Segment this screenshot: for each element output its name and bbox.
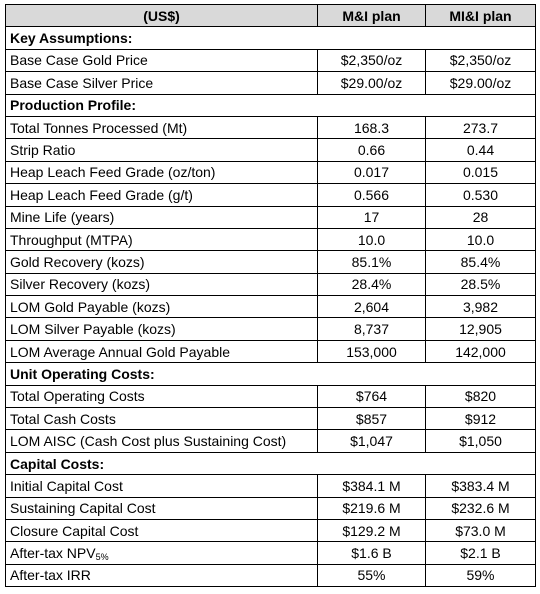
row-label-cell	[6, 497, 318, 519]
row-label: Gold Recovery (kozs)	[10, 253, 145, 270]
mii-plan-value: 28.5%	[426, 273, 536, 295]
mii-plan-value: 85.4%	[426, 251, 536, 273]
mii-plan-value: $820	[426, 385, 536, 407]
row-label: LOM Silver Payable (kozs)	[10, 321, 176, 338]
table-row	[6, 519, 536, 541]
table-row	[6, 206, 536, 228]
row-label-cell	[6, 206, 318, 228]
row-label-cell	[6, 161, 318, 183]
mii-plan-value: $383.4 M	[426, 475, 536, 497]
table-row	[6, 475, 536, 497]
mi-plan-value: $129.2 M	[318, 519, 426, 541]
mi-plan-value: $1,047	[318, 430, 426, 452]
mi-plan-value: $764	[318, 385, 426, 407]
row-label-cell	[6, 408, 318, 430]
table-row	[6, 385, 536, 407]
mi-plan-value: 28.4%	[318, 273, 426, 295]
section-title: Production Profile:	[6, 94, 536, 116]
row-label-cell	[6, 318, 318, 340]
table-row	[6, 564, 536, 586]
header-currency: (US$)	[6, 5, 318, 27]
mii-plan-value: 3,982	[426, 296, 536, 318]
row-label: After-tax NPV	[10, 545, 96, 562]
financial-summary-table	[5, 4, 536, 587]
table-row	[6, 228, 536, 250]
mii-plan-value: 0.44	[426, 139, 536, 161]
row-label-cell	[6, 72, 318, 94]
mii-plan-value: 142,000	[426, 340, 536, 362]
table-body	[6, 27, 536, 587]
section-title: Key Assumptions:	[6, 27, 536, 49]
table-row	[6, 542, 536, 564]
mi-plan-value: 168.3	[318, 116, 426, 138]
row-label-cell	[6, 116, 318, 138]
row-label-cell	[6, 385, 318, 407]
row-label: LOM Average Annual Gold Payable	[10, 343, 231, 360]
row-label: Strip Ratio	[10, 142, 76, 159]
row-label: LOM Gold Payable (kozs)	[10, 298, 171, 315]
table-row	[6, 139, 536, 161]
row-label-cell	[6, 475, 318, 497]
row-label: Base Case Silver Price	[10, 74, 154, 91]
header-mi-plan: M&I plan	[318, 5, 426, 27]
row-label: After-tax IRR	[10, 567, 91, 584]
mi-plan-value: 10.0	[318, 228, 426, 250]
table-row	[6, 318, 536, 340]
mii-plan-value: 0.530	[426, 184, 536, 206]
row-label-cell	[6, 542, 318, 564]
table-row	[6, 430, 536, 452]
section-header-row	[6, 27, 536, 49]
row-label: Sustaining Capital Cost	[10, 500, 156, 517]
row-label: Total Cash Costs	[10, 410, 116, 427]
table-row	[6, 296, 536, 318]
mi-plan-value: 55%	[318, 564, 426, 586]
row-label-cell	[6, 430, 318, 452]
mii-plan-value: 0.015	[426, 161, 536, 183]
mii-plan-value: 10.0	[426, 228, 536, 250]
mi-plan-value: $384.1 M	[318, 475, 426, 497]
mi-plan-value: 0.66	[318, 139, 426, 161]
section-title: Unit Operating Costs:	[6, 363, 536, 385]
header-row	[6, 5, 536, 27]
mii-plan-value: 28	[426, 206, 536, 228]
row-label-cell	[6, 251, 318, 273]
mi-plan-value: 85.1%	[318, 251, 426, 273]
row-label-cell	[6, 184, 318, 206]
row-label: Total Tonnes Processed (Mt)	[10, 119, 188, 136]
table-row	[6, 251, 536, 273]
row-label-cell	[6, 273, 318, 295]
mi-plan-value: 0.017	[318, 161, 426, 183]
mi-plan-value: 0.566	[318, 184, 426, 206]
row-label-cell	[6, 139, 318, 161]
row-label-cell	[6, 228, 318, 250]
row-label-cell	[6, 519, 318, 541]
row-label: Base Case Gold Price	[10, 52, 148, 69]
table-row	[6, 72, 536, 94]
row-label-cell	[6, 49, 318, 71]
mii-plan-value: 59%	[426, 564, 536, 586]
mi-plan-value: $29.00/oz	[318, 72, 426, 94]
mii-plan-value: $1,050	[426, 430, 536, 452]
mii-plan-value: 12,905	[426, 318, 536, 340]
row-label-cell	[6, 564, 318, 586]
table-row	[6, 184, 536, 206]
mii-plan-value: 273.7	[426, 116, 536, 138]
mi-plan-value: $219.6 M	[318, 497, 426, 519]
mi-plan-value: $857	[318, 408, 426, 430]
row-label-cell	[6, 296, 318, 318]
mi-plan-value: 153,000	[318, 340, 426, 362]
row-label: Heap Leach Feed Grade (g/t)	[10, 186, 193, 203]
mi-plan-value: 8,737	[318, 318, 426, 340]
row-label: Initial Capital Cost	[10, 477, 123, 494]
table-row	[6, 116, 536, 138]
mii-plan-value: $2.1 B	[426, 542, 536, 564]
row-label: LOM AISC (Cash Cost plus Sustaining Cost)	[10, 433, 287, 450]
section-header-row	[6, 363, 536, 385]
mii-plan-value: $29.00/oz	[426, 72, 536, 94]
section-title: Capital Costs:	[6, 452, 536, 474]
table-row	[6, 273, 536, 295]
table-row	[6, 408, 536, 430]
header-mii-plan: MI&I plan	[426, 5, 536, 27]
row-label: Throughput (MTPA)	[10, 231, 133, 248]
mii-plan-value: $912	[426, 408, 536, 430]
row-label: Closure Capital Cost	[10, 522, 139, 539]
mii-plan-value: $2,350/oz	[426, 49, 536, 71]
table-row	[6, 161, 536, 183]
row-label-subscript: 5%	[95, 552, 109, 563]
table-row	[6, 340, 536, 362]
mii-plan-value: $232.6 M	[426, 497, 536, 519]
table-row	[6, 497, 536, 519]
mi-plan-value: $1.6 B	[318, 542, 426, 564]
section-header-row	[6, 94, 536, 116]
mi-plan-value: $2,350/oz	[318, 49, 426, 71]
section-header-row	[6, 452, 536, 474]
table-row	[6, 49, 536, 71]
mi-plan-value: 17	[318, 206, 426, 228]
row-label: Mine Life (years)	[10, 209, 115, 226]
mi-plan-value: 2,604	[318, 296, 426, 318]
row-label: Silver Recovery (kozs)	[10, 276, 151, 293]
row-label: Heap Leach Feed Grade (oz/ton)	[10, 164, 216, 181]
row-label: Total Operating Costs	[10, 388, 145, 405]
row-label-cell	[6, 340, 318, 362]
mii-plan-value: $73.0 M	[426, 519, 536, 541]
